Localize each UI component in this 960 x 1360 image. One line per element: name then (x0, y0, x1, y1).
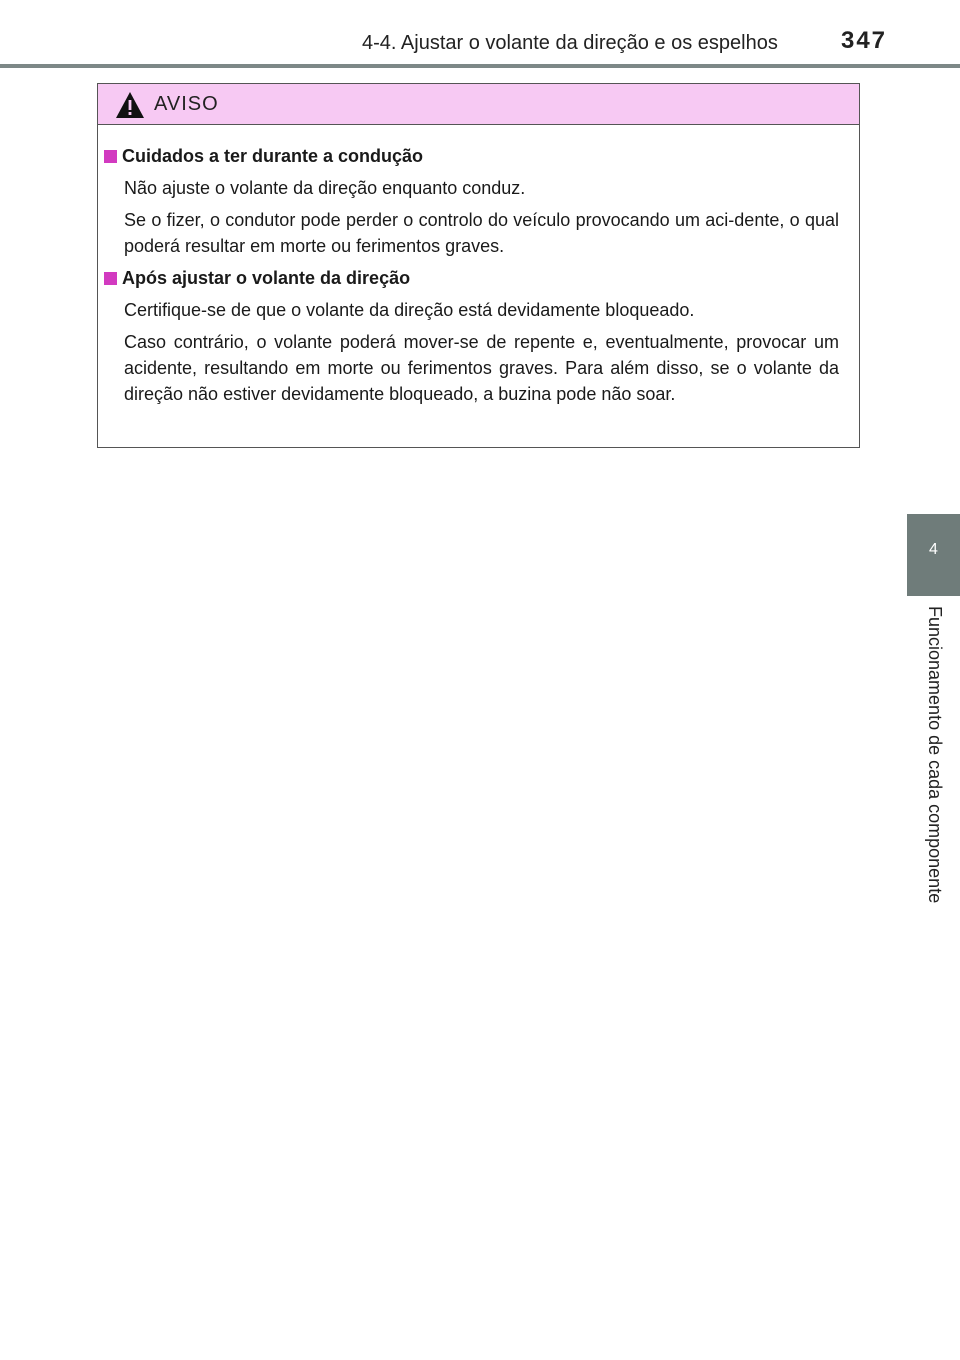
warning-triangle-icon (115, 91, 145, 119)
warning-paragraph: Caso contrário, o volante poderá mover-se de repente e, eventualmente, provocar um acidente, resultando em morte ou ferimentos graves. Para além disso, se o volante da direção não estiver devidamente bloqueado, a buzina pode não soar. (124, 332, 839, 404)
warning-box (97, 83, 860, 448)
warning-header (98, 84, 859, 125)
header-rule (0, 64, 960, 68)
chapter-tab (907, 514, 960, 596)
warning-title: AVISO (154, 93, 219, 115)
warning-paragraph: Se o fizer, o condutor pode perder o controlo do veículo provocando um aci-dente, o qual poderá resultar em morte ou ferimentos graves. (124, 210, 839, 256)
page-number: 347 (840, 27, 888, 54)
section-heading (104, 265, 839, 291)
square-bullet-icon (104, 272, 117, 285)
section-heading-text: Após ajustar o volante da direção (122, 268, 411, 288)
square-bullet-icon (104, 150, 117, 163)
warning-paragraph: Não ajuste o volante da direção enquanto conduz. (124, 178, 526, 198)
section-heading-text: Cuidados a ter durante a condução (122, 146, 424, 166)
chapter-number: 4 (929, 541, 938, 558)
chapter-label: Funcionamento de cada componente (925, 606, 945, 904)
warning-paragraph: Certifique-se de que o volante da direção está devidamente bloqueado. (124, 300, 695, 320)
warning-body (98, 125, 859, 407)
warning-section (104, 143, 839, 259)
header-title: 4-4. Ajustar o volante da direção e os espelhos (362, 32, 778, 54)
section-heading (104, 143, 839, 169)
warning-section (104, 265, 839, 407)
